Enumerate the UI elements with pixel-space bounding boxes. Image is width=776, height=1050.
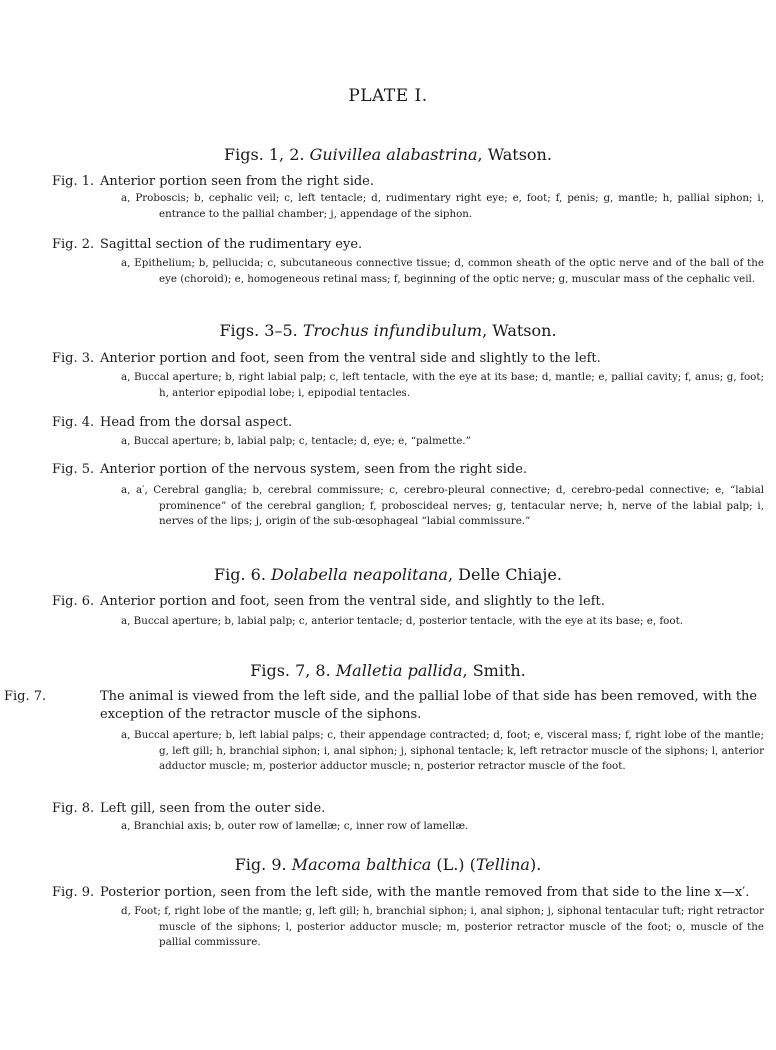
- species-name: Trochus infundibulum: [302, 321, 483, 340]
- section-heading: Fig. 6. Dolabella neapolitana, Delle Chiaje.: [214, 565, 562, 584]
- figure-legend: a, Epithelium; b, pellucida; c, subcutaneous connective tissue; d, common sheath of the optic nerve and of the ball of the eye (choroid); e, homogeneous retinal mass; f, beginning of the optic nerve; g, muscular mass of the cephalic veil.: [121, 257, 764, 285]
- figure-label: Fig. 4.: [52, 415, 95, 430]
- figure-caption: Fig. 9. Posterior portion, seen from the left side, with the mantle removed from that side to the line x—x′.: [52, 885, 750, 900]
- figure-legend: a, Buccal aperture; b, left labial palps; c, their appendage contracted; d, foot; e, visceral mass; f, right lobe of the mantle; g, left gill; h, branchial siphon; i, anal siphon; j, siphonal tentacle; k, left retractor muscle of the siphons; l, anterior adductor muscle; m, posterior adductor muscle; n, posterior retractor muscle of the foot.: [121, 729, 764, 772]
- figure-caption: Fig. 5. Anterior portion of the nervous system, seen from the right side.: [52, 462, 528, 477]
- section-heading: Figs. 1, 2. Guivillea alabastrina, Watson.: [224, 145, 552, 164]
- figure-caption: Fig. 1. Anterior portion seen from the right side.: [52, 174, 374, 189]
- figure-label: Fig. 8.: [52, 801, 95, 816]
- section-heading: Figs. 3–5. Trochus infundibulum, Watson.: [219, 321, 557, 340]
- species-name: Macoma balthica: [291, 855, 432, 874]
- figure-label: Fig. 1.: [52, 174, 95, 189]
- figure-legend: a, Buccal aperture; b, right labial palp; c, left tentacle, with the eye at its base; d, mantle; e, pallial cavity; f, anus; g, foot; h, anterior epipodial lobe; i, epipodial tentacles.: [121, 371, 764, 399]
- plate-title: PLATE I.: [348, 86, 428, 106]
- figure-label: Fig. 5.: [52, 462, 95, 477]
- species-name: Malletia pallida: [335, 661, 463, 680]
- figure-caption: Fig. 2. Sagittal section of the rudimentary eye.: [52, 237, 363, 252]
- figure-caption: Fig. 3. Anterior portion and foot, seen from the ventral side and slightly to the left.: [52, 351, 601, 366]
- figure-legend: a, Proboscis; b, cephalic veil; c, left tentacle; d, rudimentary right eye; e, foot; f, penis; g, mantle; h, pallial siphon; i, entrance to the pallial chamber; j, appendage of the siphon.: [121, 192, 764, 220]
- figure-caption: Fig. 6. Anterior portion and foot, seen from the ventral side, and slightly to the left.: [52, 594, 605, 609]
- figure-legend: a, Buccal aperture; b, labial palp; c, tentacle; d, eye; e, “palmette.”: [121, 435, 471, 447]
- genus-alt-name: Tellina: [475, 855, 530, 874]
- figure-legend: d, Foot; f, right lobe of the mantle; g, left gill; h, branchial siphon; i, anal siphon; j, siphonal tentacular tuft; right retractor muscle of the siphons; l, posterior adductor muscle; m, posterior retractor muscle of the foot; o, muscle of the pallial commissure.: [121, 905, 764, 948]
- section-heading: Fig. 9. Macoma balthica (L.) (Tellina).: [234, 855, 542, 874]
- figure-caption: Fig. 7. The animal is viewed from the left side, and the pallial lobe of that side has been removed, with the exception of the retractor muscle of the siphons.: [4, 689, 758, 722]
- section-heading: Figs. 7, 8. Malletia pallida, Smith.: [250, 661, 526, 680]
- figure-legend: a, Branchial axis; b, outer row of lamellæ; c, inner row of lamellæ.: [121, 820, 469, 832]
- figure-caption: Fig. 4. Head from the dorsal aspect.: [52, 415, 293, 430]
- figure-label: Fig. 9.: [52, 885, 95, 900]
- species-name: Dolabella neapolitana: [271, 565, 448, 584]
- figure-label: Fig. 6.: [52, 594, 95, 609]
- figure-label: Fig. 7.: [4, 689, 47, 704]
- figure-label: Fig. 2.: [52, 237, 95, 252]
- figure-caption: Fig. 8. Left gill, seen from the outer side.: [52, 801, 326, 816]
- figure-legend: a, Buccal aperture; b, labial palp; c, anterior tentacle; d, posterior tentacle, with the eye at its base; e, foot.: [121, 615, 683, 627]
- figure-label: Fig. 3.: [52, 351, 95, 366]
- figure-legend: a, a′, Cerebral ganglia; b, cerebral commissure; c, cerebro-pleural connective; d, cerebro-pedal connective; e, “labial prominence” of the cerebral ganglion; f, proboscideal nerves; g, tentacular nerve; h, nerve of the labial palp; i, nerves of the lips; j, origin of the sub-œsophageal “labial commissure.”: [121, 484, 764, 527]
- species-name: Guivillea alabastrina: [309, 145, 478, 164]
